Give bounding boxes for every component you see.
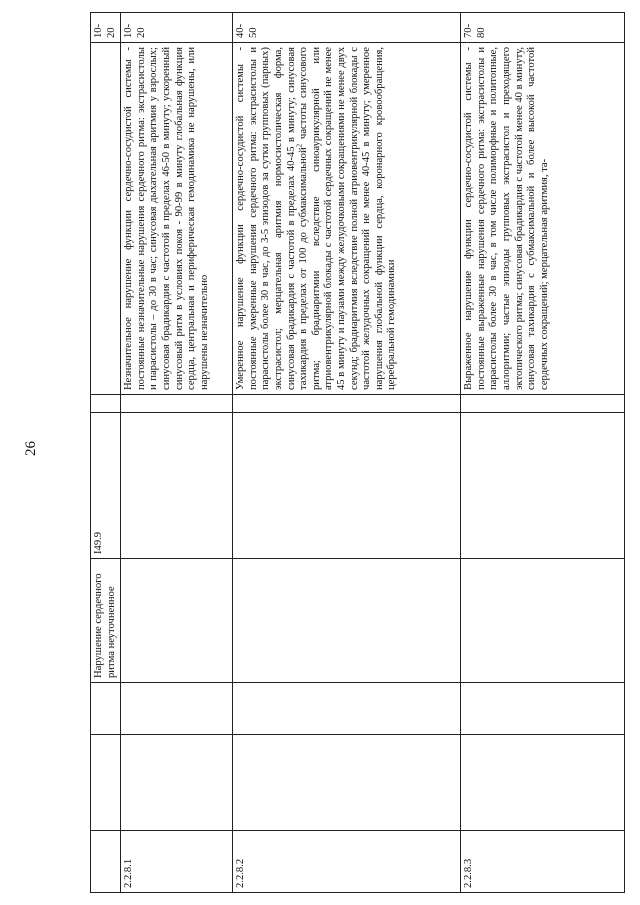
header-cell-3 <box>91 683 121 735</box>
header-range-cell: 10-20 <box>91 13 121 43</box>
icd-code-cell: I49.9 <box>91 413 121 559</box>
table-row <box>461 13 625 893</box>
header-cell-6 <box>91 395 121 413</box>
diagnosis-name-cell: Нарушение сердечного ритма неуточненное <box>91 559 121 683</box>
footnote-superscript: 2 <box>295 143 304 148</box>
table-header-row <box>91 13 121 893</box>
row-description-part-1: Умеренное нарушение функции сердечно-сосудистой системы - постоянные умеренные нарушения сердечного ритма: экстрасистолы и парасистолы более 30 в час, до 3-5 эпизодов за сутки групповых (парных) экстрасистол; мерцательная аритмия нормосистолическая форма, синусовая брадикардия с частотой в пределах 40-45 в минуту; синусовая тахикардия в пределах от 100 до субмаксимальной <box>235 47 310 390</box>
rotated-table-container <box>90 13 622 893</box>
row-code: 2.2.8.1 <box>121 831 233 893</box>
classification-table <box>90 12 625 893</box>
row-description <box>233 43 461 395</box>
row-description: Выраженное нарушение функции сердечно-сосудистой системы - постоянные выраженные нарушения сердечного ритма: экстрасистолы и парасистолы более 30 в час, в том числе полиморфные и политопные, аллоритмии; частые эпизоды групповых экстрасистол и преходящего эктопического ритма; синусовая брадикардия с частотой менее 40 в минуту, синусовая тахикардия с субмаксимальной и более высокой частотой сердечных сокращений; мерцательная аритмия, та- <box>461 43 625 395</box>
row-description-part-2: частоты синусового ритма; брадиаритмии вследствие синоаурикулярной или атриовентрикулярной блокады с частотой сердечных сокращений не менее 45 в минуту и паузами между желудочковыми сокращениями не менее двух секунд; брадиаритмия вследствие полной атриовентрикулярной блокады с частотой желудочных сокращений не менее 40-45 в минуту; умеренное нарушения глобальной функции сердца, коронарного кровообращения, церебральной гемодинамики <box>298 47 398 390</box>
row-code: 2.2.8.2 <box>233 831 461 893</box>
row-range: 70-80 <box>461 13 625 43</box>
table-row <box>121 13 233 893</box>
header-cell-1 <box>91 831 121 893</box>
row-code: 2.2.8.3 <box>461 831 625 893</box>
page-number: 26 <box>23 441 39 456</box>
header-cell-2 <box>91 735 121 831</box>
row-description: Незначительное нарушение функции сердечно-сосудистой системы - постоянные незначительные нарушения сердечного ритма: экстрасистолы и парасистолы – до 30 в час; синусовая дыхательная аритмия у взрослых; синусовая брадикардия с частотой в пределах 46-50 в минуту; ускоренный синусовый ритм в условиях покоя - 90-99 в минуту глобальная функция сердца, центральная и периферическая гемодинамика не нарушены, или нарушены незначительно <box>121 43 233 395</box>
row-range: 10-20 <box>121 13 233 43</box>
table-row <box>233 13 461 893</box>
header-cell-7 <box>91 43 121 395</box>
row-range: 40-50 <box>233 13 461 43</box>
